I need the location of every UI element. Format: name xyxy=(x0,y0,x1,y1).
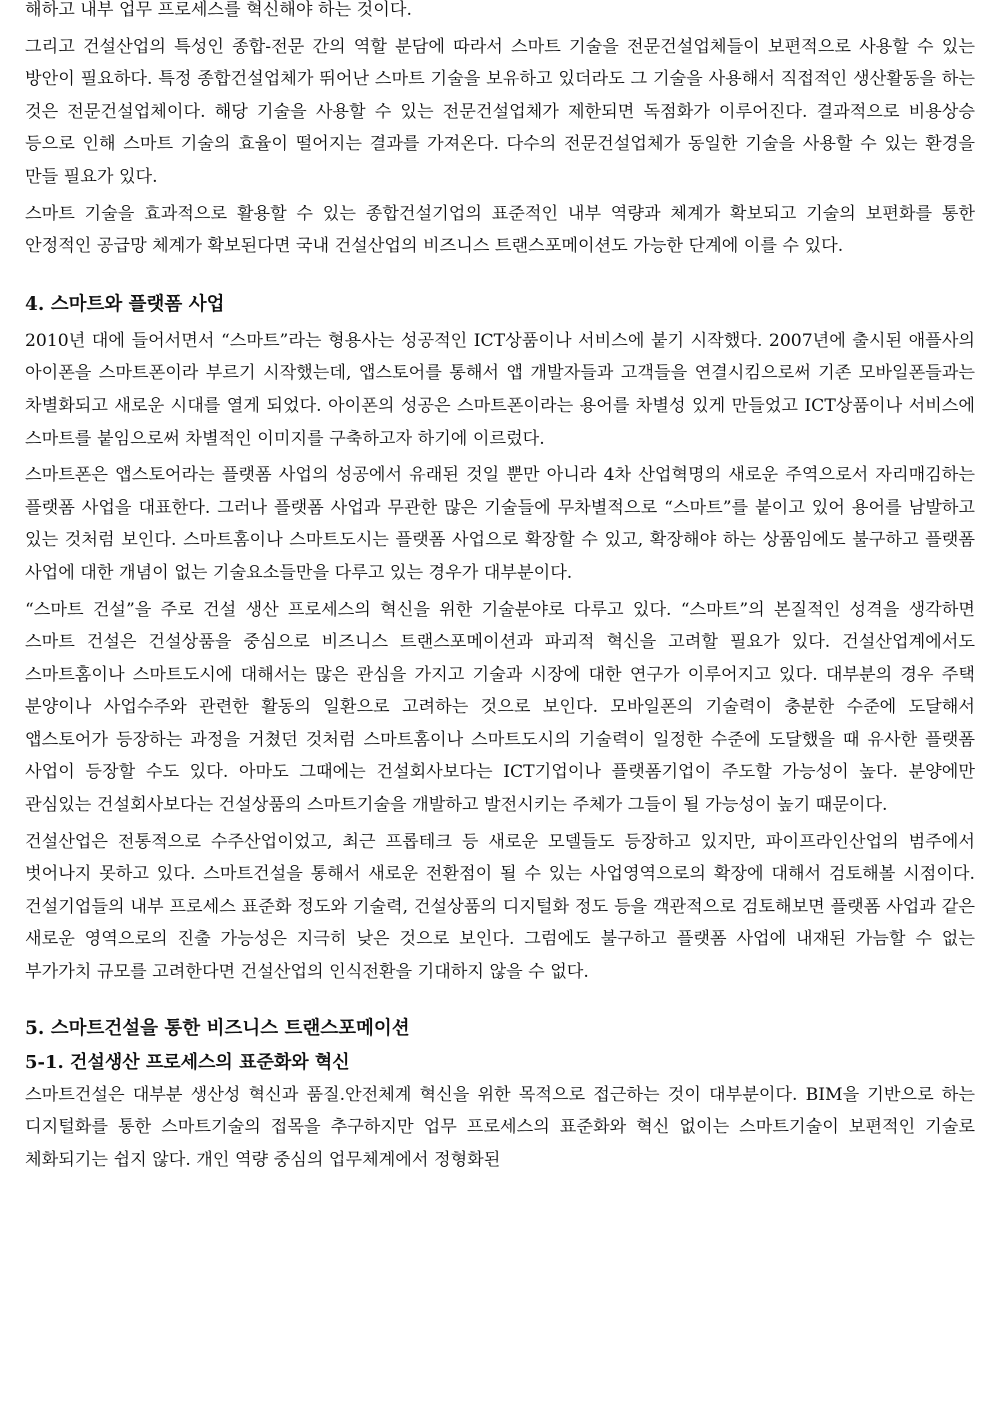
paragraph-intro-3: 스마트 기술을 효과적으로 활용할 수 있는 종합건설기업의 표준적인 내부 역량과 체계가 확보되고 기술의 보편화를 통한 안정적인 공급망 체계가 확보된다면 국내 건설산업의 비즈니스 트랜스포메이션도 가능한 단계에 이를 수 있다. xyxy=(25,203,975,257)
section-4-paragraph-3: “스마트 건설”을 주로 건설 생산 프로세스의 혁신을 위한 기술분야로 다루고 있다. “스마트”의 본질적인 성격을 생각하면 스마트 건설은 건설상품을 중심으로 비즈니스 트랜스포메이션과 파괴적 혁신을 고려할 필요가 있다. 건설산업계에서도 스마트홈이나 스마트도시에 대해서는 많은 관심을 가지고 기술과 시장에 대한 연구가 이루어지고 있다. 대부분의 경우 주택 분양이나 사업수주와 관련한 활동의 일환으로 고려하는 것으로 보인다. 모바일폰의 기술력이 충분한 수준에 도달해서 앱스토어가 등장하는 과정을 거쳤던 것처럼 스마트홈이나 스마트도시의 기술력이 일정한 수준에 도달했을 때 유사한 플랫폼 사업이 등장할 수도 있다. 아마도 그때에는 건설회사보다는 ICT기업이나 플랫폼기업이 주도할 가능성이 높다. 분양에만 관심있는 건설회사보다는 건설상품의 스마트기술을 개발하고 발전시키는 주체가 그들이 될 가능성이 높기 때문이다. xyxy=(25,599,975,816)
paragraph-intro-2: 그리고 건설산업의 특성인 종합-전문 간의 역할 분담에 따라서 스마트 기술을 전문건설업체들이 보편적으로 사용할 수 있는 방안이 필요하다. 특정 종합건설업체가 뛰어난 스마트 기술을 보유하고 있더라도 그 기술을 사용해서 직접적인 생산활동을 하는 것은 전문건설업체이다. 해당 기술을 사용할 수 있는 전문건설업체가 제한되면 독점화가 이루어진다. 결과적으로 비용상승 등으로 인해 스마트 기술의 효율이 떨어지는 결과를 가져온다. 다수의 전문건설업체가 동일한 기술을 사용할 수 있는 환경을 만들 필요가 있다. xyxy=(25,36,975,187)
paragraph-intro-1: 해하고 내부 업무 프로세스를 혁신해야 하는 것이다. xyxy=(25,0,412,20)
section-4-paragraph-4: 건설산업은 전통적으로 수주산업이었고, 최근 프롭테크 등 새로운 모델들도 등장하고 있지만, 파이프라인산업의 범주에서 벗어나지 못하고 있다. 스마트건설을 통해서 새로운 전환점이 될 수 있는 사업영역으로의 확장에 대해서 검토해볼 시점이다. 건설기업들의 내부 프로세스 표준화 정도와 기술력, 건설상품의 디지털화 정도 등을 객관적으로 검토해보면 플랫폼 사업과 같은 새로운 영역으로의 진출 가능성은 지극히 낮은 것으로 보인다. 그럼에도 불구하고 플랫폼 사업에 내재된 가늠할 수 없는 부가가치 규모를 고려한다면 건설산업의 인식전환을 기대하지 않을 수 없다. xyxy=(25,831,975,983)
section-4-paragraph-1: 2010년 대에 들어서면서 “스마트”라는 형용사는 성공적인 ICT상품이나 서비스에 붙기 시작했다. 2007년에 출시된 애플사의 아이폰을 스마트폰이라 부르기 시작했는데, 앱스토어를 통해서 앱 개발자들과 고객들을 연결시킴으로써 기존 모바일폰들과는 차별화되고 새로운 시대를 열게 되었다. 아이폰의 성공은 스마트폰이라는 용어를 차별성 있게 만들었고 ICT상품이나 서비스에 스마트를 붙임으로써 차별적인 이미지를 구축하고자 하기에 이르렀다. xyxy=(25,330,975,449)
section-5-heading: 5. 스마트건설을 통한 비즈니스 트랜스포메이션 xyxy=(25,1017,410,1039)
section-4-paragraph-2: 스마트폰은 앱스토어라는 플랫폼 사업의 성공에서 유래된 것일 뿐만 아니라 4차 산업혁명의 새로운 주역으로서 자리매김하는 플랫폼 사업을 대표한다. 그러나 플랫폼 사업과 무관한 많은 기술들에 무차별적으로 “스마트”를 붙이고 있어 용어를 남발하고 있는 것처럼 보인다. 스마트홈이나 스마트도시는 플랫폼 사업으로 확장할 수 있고, 확장해야 하는 상품임에도 불구하고 플랫폼 사업에 대한 개념이 없는 기술요소들만을 다루고 있는 경우가 대부분이다. xyxy=(25,465,975,583)
subsection-5-1-paragraph-1: 스마트건설은 대부분 생산성 혁신과 품질.안전체계 혁신을 위한 목적으로 접근하는 것이 대부분이다. BIM을 기반으로 하는 디지털화를 통한 스마트기술의 접목을 추구하지만 업무 프로세스의 표준화와 혁신 없이는 스마트기술이 보편적인 기술로 체화되기는 쉽지 않다. 개인 역량 중심의 업무체계에서 정형화된 xyxy=(25,1084,975,1170)
section-4-heading: 4. 스마트와 플랫폼 사업 xyxy=(25,293,225,315)
subsection-5-1-heading: 5-1. 건설생산 프로세스의 표준화와 혁신 xyxy=(25,1051,350,1073)
